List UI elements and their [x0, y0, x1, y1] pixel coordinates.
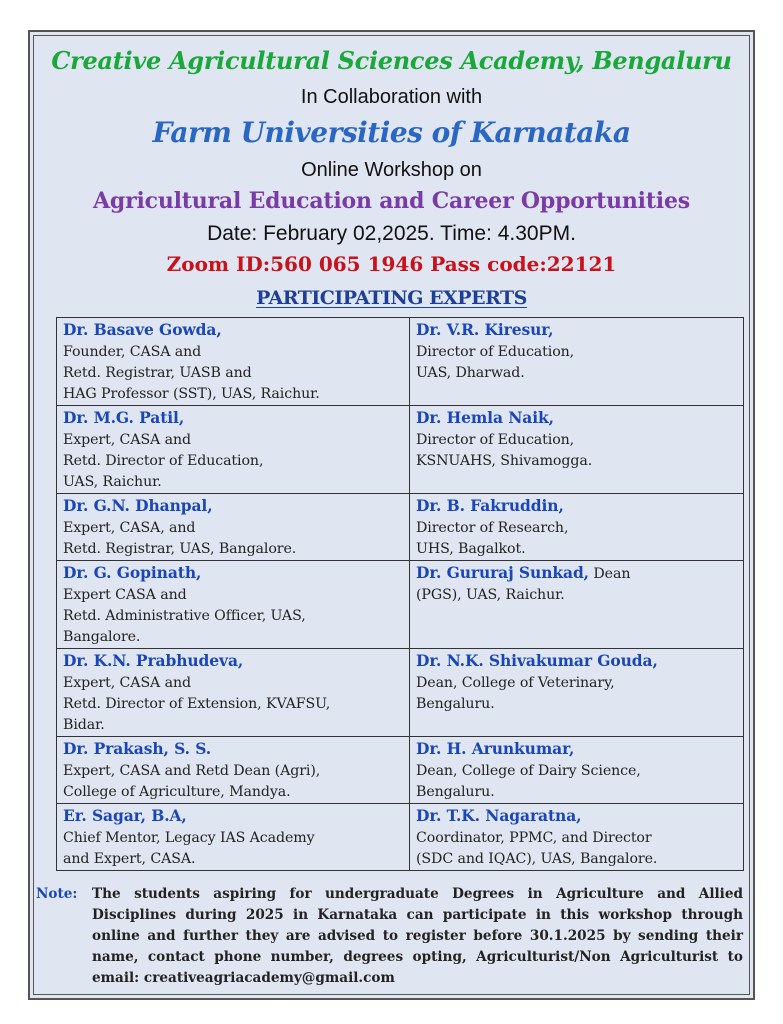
expert-cell — [410, 649, 744, 737]
experts-table — [56, 317, 744, 871]
expert-name-line — [63, 562, 405, 585]
expert-row — [57, 561, 744, 649]
expert-name-line — [416, 407, 739, 430]
note-block — [36, 884, 743, 986]
expert-name-line — [416, 319, 739, 342]
expert-description: Expert, CASA and Retd Dean (Agri), College of Agriculture, Mandya. — [63, 763, 321, 800]
expert-name: Dr. Basave Gowda, — [63, 320, 222, 339]
expert-row — [57, 649, 744, 737]
expert-description: Director of Research, UHS, Bagalkot. — [416, 520, 569, 557]
expert-name: Dr. K.N. Prabhudeva, — [63, 651, 244, 670]
collaboration-line: In Collaboration with — [300, 86, 483, 108]
expert-name: Dr. M.G. Patil, — [63, 408, 185, 427]
expert-name: Dr. G. Gopinath, — [63, 563, 202, 582]
expert-name-line — [416, 562, 739, 585]
zoom-credentials: Zoom ID:560 065 1946 Pass code:22121 — [166, 252, 617, 276]
expert-description: Chief Mentor, Legacy IAS Academy and Expert, CASA. — [63, 830, 315, 867]
expert-cell — [57, 406, 410, 494]
expert-name: Dr. T.K. Nagaratna, — [416, 806, 582, 825]
expert-cell — [410, 318, 744, 406]
expert-description: Expert CASA and Retd. Administrative Officer, UAS, Bangalore. — [63, 587, 306, 645]
workshop-datetime: Date: February 02,2025. Time: 4.30PM. — [207, 222, 576, 245]
expert-name: Dr. G.N. Dhanpal, — [63, 496, 213, 515]
expert-description: Coordinator, PPMC, and Director (SDC and IQAC), UAS, Bangalore. — [416, 830, 658, 867]
note-text: The students aspiring for undergraduate Degrees in Agriculture and Allied Disciplines during 2025 in Karnataka can participate in this workshop through online and further they are advised to register before 30.1.2025 by sending their name, contact phone number, degrees opting, Agriculturist/Non Agriculturist to email: creativeagriacademy@gmail.com — [92, 886, 743, 986]
expert-cell — [57, 494, 410, 561]
expert-cell — [410, 737, 744, 804]
academy-title: Creative Agricultural Sciences Academy, Bengaluru — [51, 46, 732, 75]
expert-cell — [410, 804, 744, 871]
expert-name-line — [63, 319, 405, 342]
expert-description: Expert, CASA and Retd. Director of Extension, KVAFSU, Bidar. — [63, 675, 331, 733]
expert-cell — [57, 318, 410, 406]
expert-name: Dr. Prakash, S. S. — [63, 739, 212, 758]
expert-name-line — [63, 495, 405, 518]
expert-description: Expert, CASA, and Retd. Registrar, UAS, Bangalore. — [63, 520, 297, 557]
expert-name-suffix: Dean — [588, 566, 631, 582]
expert-name: Dr. Gururaj Sunkad, — [416, 563, 589, 582]
expert-cell — [410, 406, 744, 494]
expert-name-line — [416, 738, 739, 761]
expert-name: Dr. N.K. Shivakumar Gouda, — [416, 651, 658, 670]
expert-row — [57, 494, 744, 561]
expert-name: Dr. Hemla Naik, — [416, 408, 554, 427]
expert-description: (PGS), UAS, Raichur. — [416, 587, 565, 603]
expert-description: Dean, College of Veterinary, Bengaluru. — [416, 675, 615, 712]
workshop-title: Agricultural Education and Career Opportunities — [93, 188, 690, 214]
expert-cell — [57, 804, 410, 871]
expert-name-line — [63, 650, 405, 673]
note-label: Note: — [36, 886, 78, 902]
experts-heading: PARTICIPATING EXPERTS — [256, 287, 527, 309]
expert-description: Dean, College of Dairy Science, Bengaluru. — [416, 763, 641, 800]
expert-name: Er. Sagar, B.A, — [63, 806, 187, 825]
expert-name-line — [63, 738, 405, 761]
expert-name-line — [416, 495, 739, 518]
poster-frame — [28, 30, 755, 1000]
expert-name-line — [416, 805, 739, 828]
expert-description: Expert, CASA and Retd. Director of Education, UAS, Raichur. — [63, 432, 264, 490]
expert-cell — [57, 561, 410, 649]
expert-row — [57, 406, 744, 494]
universities-title: Farm Universities of Karnataka — [152, 116, 631, 149]
workshop-intro: Online Workshop on — [301, 159, 482, 181]
expert-name-line — [63, 407, 405, 430]
expert-cell — [410, 494, 744, 561]
expert-name-line — [63, 805, 405, 828]
expert-cell — [410, 561, 744, 649]
expert-name-line — [416, 650, 739, 673]
expert-description: Director of Education, UAS, Dharwad. — [416, 344, 575, 381]
expert-description: Director of Education, KSNUAHS, Shivamogga. — [416, 432, 593, 469]
expert-name: Dr. H. Arunkumar, — [416, 739, 575, 758]
expert-description: Founder, CASA and Retd. Registrar, UASB and HAG Professor (SST), UAS, Raichur. — [63, 344, 320, 402]
expert-cell — [57, 649, 410, 737]
expert-row — [57, 737, 744, 804]
expert-name: Dr. B. Fakruddin, — [416, 496, 564, 515]
expert-cell — [57, 737, 410, 804]
expert-name: Dr. V.R. Kiresur, — [416, 320, 554, 339]
expert-row — [57, 804, 744, 871]
expert-row — [57, 318, 744, 406]
